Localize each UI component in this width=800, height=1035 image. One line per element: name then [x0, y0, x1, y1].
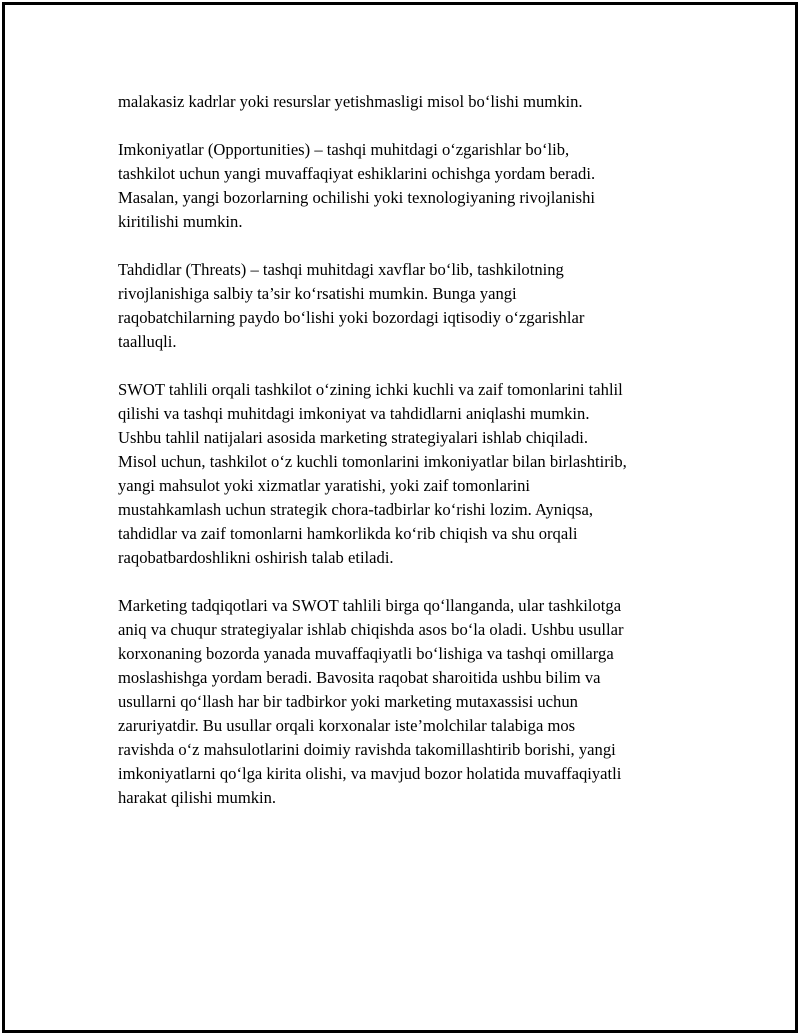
text-line: ravishda o‘z mahsulotlarini doimiy ravishda takomillashtirib borishi, yangi: [118, 740, 616, 759]
text-line: imkoniyatlarni qo‘lga kirita olishi, va mavjud bozor holatida muvaffaqiyatli: [118, 764, 622, 783]
text-line: tashkilot uchun yangi muvaffaqiyat eshiklarini ochishga yordam beradi.: [118, 164, 596, 183]
text-line: aniq va chuqur strategiyalar ishlab chiqishda asos bo‘la oladi. Ushbu usullar: [118, 620, 624, 639]
text-line: qilishi va tashqi muhitdagi imkoniyat va tahdidlarni aniqlashi mumkin.: [118, 404, 590, 423]
text-line: kiritilishi mumkin.: [118, 212, 243, 231]
text-line: harakat qilishi mumkin.: [118, 788, 277, 807]
paragraph-weaknesses-end: [118, 90, 698, 114]
text-line: raqobatbardoshlikni oshirish talab etiladi.: [118, 548, 394, 567]
text-line: Ushbu tahlil natijalari asosida marketing strategiyalari ishlab chiqiladi.: [118, 428, 589, 447]
text-line: Marketing tadqiqotlari va SWOT tahlili birga qo‘llanganda, ular tashkilotga: [118, 596, 622, 615]
document-body: [118, 90, 698, 834]
paragraph-threats: [118, 258, 698, 354]
text-line: mustahkamlash uchun strategik chora-tadbirlar ko‘rishi lozim. Ayniqsa,: [118, 500, 593, 519]
text-line: Tahdidlar (Threats) – tashqi muhitdagi xavflar bo‘lib, tashkilotning: [118, 260, 564, 279]
paragraph-swot-analysis: [118, 378, 698, 570]
paragraph-conclusion: [118, 594, 698, 810]
text-line: Misol uchun, tashkilot o‘z kuchli tomonlarini imkoniyatlar bilan birlashtirib,: [118, 452, 627, 471]
text-line: rivojlanishiga salbiy ta’sir ko‘rsatishi mumkin. Bunga yangi: [118, 284, 517, 303]
text-line: usullarni qo‘llash har bir tadbirkor yoki marketing mutaxassisi uchun: [118, 692, 578, 711]
text-line: yangi mahsulot yoki xizmatlar yaratishi, yoki zaif tomonlarini: [118, 476, 530, 495]
text-line: tahdidlar va zaif tomonlarni hamkorlikda ko‘rib chiqish va shu orqali: [118, 524, 578, 543]
text-line: moslashishga yordam beradi. Bavosita raqobat sharoitida ushbu bilim va: [118, 668, 601, 687]
text-line: korxonaning bozorda yanada muvaffaqiyatli bo‘lishiga va tashqi omillarga: [118, 644, 614, 663]
text-line: zaruriyatdir. Bu usullar orqali korxonalar iste’molchilar talabiga mos: [118, 716, 576, 735]
text-line: Imkoniyatlar (Opportunities) – tashqi muhitdagi o‘zgarishlar bo‘lib,: [118, 140, 570, 159]
text-line: malakasiz kadrlar yoki resurslar yetishmasligi misol bo‘lishi mumkin.: [118, 92, 583, 111]
text-line: SWOT tahlili orqali tashkilot o‘zining ichki kuchli va zaif tomonlarini tahlil: [118, 380, 623, 399]
text-line: Masalan, yangi bozorlarning ochilishi yoki texnologiyaning rivojlanishi: [118, 188, 595, 207]
text-line: taalluqli.: [118, 332, 177, 351]
text-line: raqobatchilarning paydo bo‘lishi yoki bozordagi iqtisodiy o‘zgarishlar: [118, 308, 585, 327]
paragraph-opportunities: [118, 138, 698, 234]
